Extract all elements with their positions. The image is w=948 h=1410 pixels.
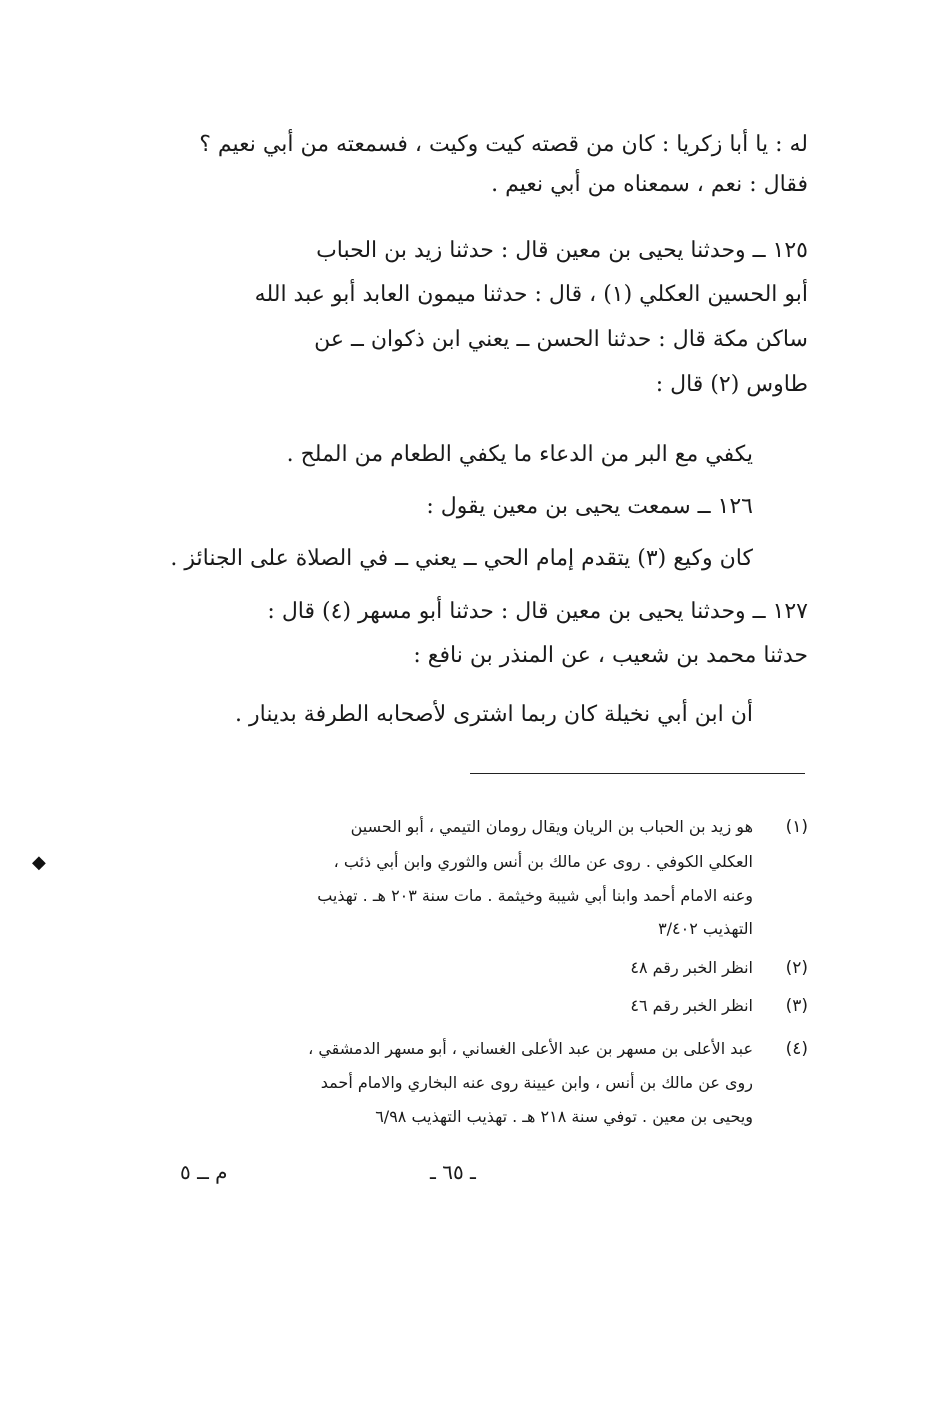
footnote-number: (١) (785, 817, 808, 837)
hadith-125-line: أبو الحسين العكلي (١) ، قال : حدثنا ميمون العابد أبو عبد الله (254, 282, 808, 307)
footnote-line: التهذيب ٣/٤٠٢ (658, 919, 753, 938)
body-line: فقال : نعم ، سمعناه من أبي نعيم . (491, 172, 808, 197)
hadith-126-quote: كان وكيع (٣) يتقدم إمام الحي ــ يعني ــ في الصلاة على الجنائز . (170, 546, 753, 571)
page-number: ـ ٦٥ ـ (430, 1160, 476, 1184)
body-line: له : يا أبا زكريا : كان من قصته كيت وكيت ، فسمعته من أبي نعيم ؟ (199, 132, 808, 157)
hadith-127-quote: أن ابن أبي نخيلة كان ربما اشترى لأصحابه الطرفة بدينار . (235, 702, 753, 727)
footnote-line: وعنه الامام أحمد وابنا أبي شيبة وخيثمة . مات سنة ٢٠٣ هـ . تهذيب (317, 886, 753, 905)
hadith-125-line: ١٢٥ ــ وحدثنا يحيى بن معين قال : حدثنا زيد بن الحباب (316, 238, 808, 263)
footnote-line: روى عن مالك بن أنس ، وابن عيينة روى عنه البخاري والامام أحمد (320, 1073, 753, 1092)
footnote-number: (٤) (785, 1039, 808, 1059)
footnote-number: (٣) (785, 996, 808, 1016)
footnote-line: عبد الأعلى بن مسهر بن عبد الأعلى الغساني ، أبو مسهر الدمشقي ، (308, 1039, 753, 1058)
footnote-line: انظر الخبر رقم ٤٨ (630, 958, 753, 977)
hadith-127-line: حدثنا محمد بن شعيب ، عن المنذر بن نافع : (413, 643, 808, 668)
hadith-125-line: ساكن مكة قال : حدثنا الحسن ــ يعني ابن ذكوان ــ عن (314, 327, 808, 352)
margin-diamond-icon: ◆ (32, 852, 46, 873)
footnote-separator (470, 773, 805, 774)
footnote-line: انظر الخبر رقم ٤٦ (630, 996, 753, 1015)
hadith-127-line: ١٢٧ ــ وحدثنا يحيى بن معين قال : حدثنا أبو مسهر (٤) قال : (267, 599, 808, 624)
hadith-125-line: طاوس (٢) قال : (655, 372, 808, 397)
hadith-126-heading: ١٢٦ ــ سمعت يحيى بن معين يقول : (426, 494, 753, 519)
hadith-125-quote: يكفي مع البر من الدعاء ما يكفي الطعام من الملح . (286, 442, 753, 467)
signature-mark: م ــ ٥ (180, 1160, 228, 1184)
footnote-line: هو زيد بن الحباب بن الريان ويقال رومان التيمي ، أبو الحسين (350, 817, 753, 836)
footnote-line: ويحيى بن معين . توفي سنة ٢١٨ هـ . تهذيب التهذيب ٦/٩٨ (375, 1107, 753, 1126)
footnote-line: العكلي الكوفي . روى عن مالك بن أنس والثوري وابن أبي ذئب ، (333, 852, 753, 871)
footnote-number: (٢) (785, 958, 808, 978)
